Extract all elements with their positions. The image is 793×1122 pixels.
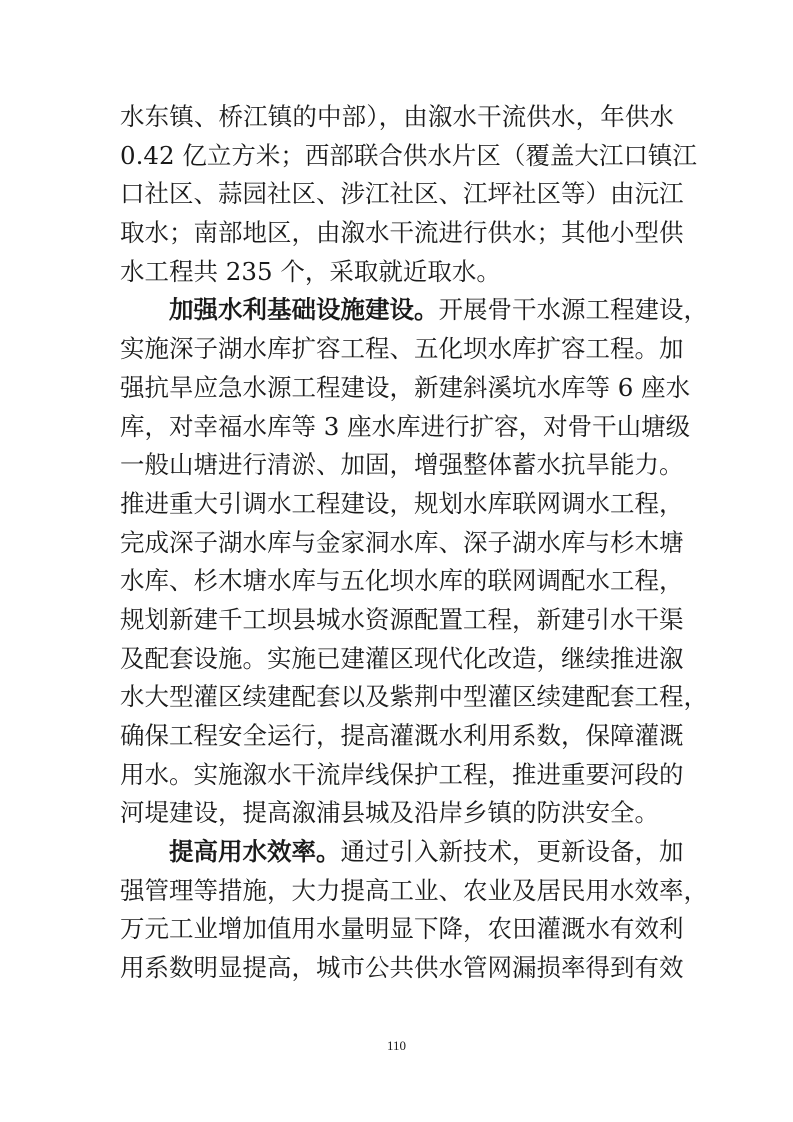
- text-line: 规划新建千工坝县城水资源配置工程，新建引水干渠: [120, 604, 684, 634]
- text-line: 强管理等措施，大力提高工业、农业及居民用水效率，: [120, 875, 708, 905]
- text-line: 0.42 亿立方米；西部联合供水片区（覆盖大江口镇江: [120, 140, 697, 170]
- body-text: [120, 98, 708, 988]
- text-span: 通过引入新技术，更新设备，加: [340, 837, 684, 867]
- text-line: 用系数明显提高，城市公共供水管网漏损率得到有效: [120, 953, 684, 983]
- text-line: 库，对幸福水库等 3 座水库进行扩容，对骨干山塘级: [120, 411, 691, 441]
- text-line: 实施深子湖水库扩容工程、五化坝水库扩容工程。加: [120, 334, 684, 364]
- paragraph-heading: 加强水利基础设施建设。: [169, 295, 439, 325]
- text-line: 一般山塘进行清淤、加固，增强整体蓄水抗旱能力。: [120, 450, 684, 480]
- text-line: 河堤建设，提高溆浦县城及沿岸乡镇的防洪安全。: [120, 798, 659, 828]
- text-line: 口社区、蒜园社区、涉江社区、江坪社区等）由沅江: [120, 179, 684, 209]
- text-line: 用水。实施溆水干流岸线保护工程，推进重要河段的: [120, 759, 684, 789]
- page-number: 110: [386, 1038, 407, 1053]
- text-line: 水工程共 235 个，采取就近取水。: [120, 256, 501, 286]
- text-line: 推进重大引调水工程建设，规划水库联网调水工程，: [120, 488, 684, 518]
- text-line: 取水；南部地区，由溆水干流进行供水；其他小型供: [120, 218, 684, 248]
- text-line: 确保工程安全运行，提高灌溉水利用系数，保障灌溉: [120, 721, 684, 750]
- paragraph-first-line: [120, 291, 708, 330]
- text-line: 水大型灌区续建配套以及紫荆中型灌区续建配套工程，: [120, 682, 708, 712]
- text-line: 完成深子湖水库与金家洞水库、深子湖水库与杉木塘: [120, 527, 684, 557]
- paragraph-first-line: [120, 833, 684, 872]
- text-line: 及配套设施。实施已建灌区现代化改造，继续推进溆: [120, 643, 684, 673]
- text-line: 万元工业增加值用水量明显下降，农田灌溉水有效利: [120, 914, 684, 944]
- paragraph-heading: 提高用水效率。: [169, 837, 341, 867]
- text-line: 强抗旱应急水源工程建设，新建斜溪坑水库等 6 座水: [120, 372, 691, 402]
- text-line: 水库、杉木塘水库与五化坝水库的联网调配水工程，: [120, 566, 684, 596]
- text-span: 开展骨干水源工程建设，: [438, 295, 708, 325]
- text-line: 水东镇、桥江镇的中部），由溆水干流供水，年供水: [120, 102, 674, 131]
